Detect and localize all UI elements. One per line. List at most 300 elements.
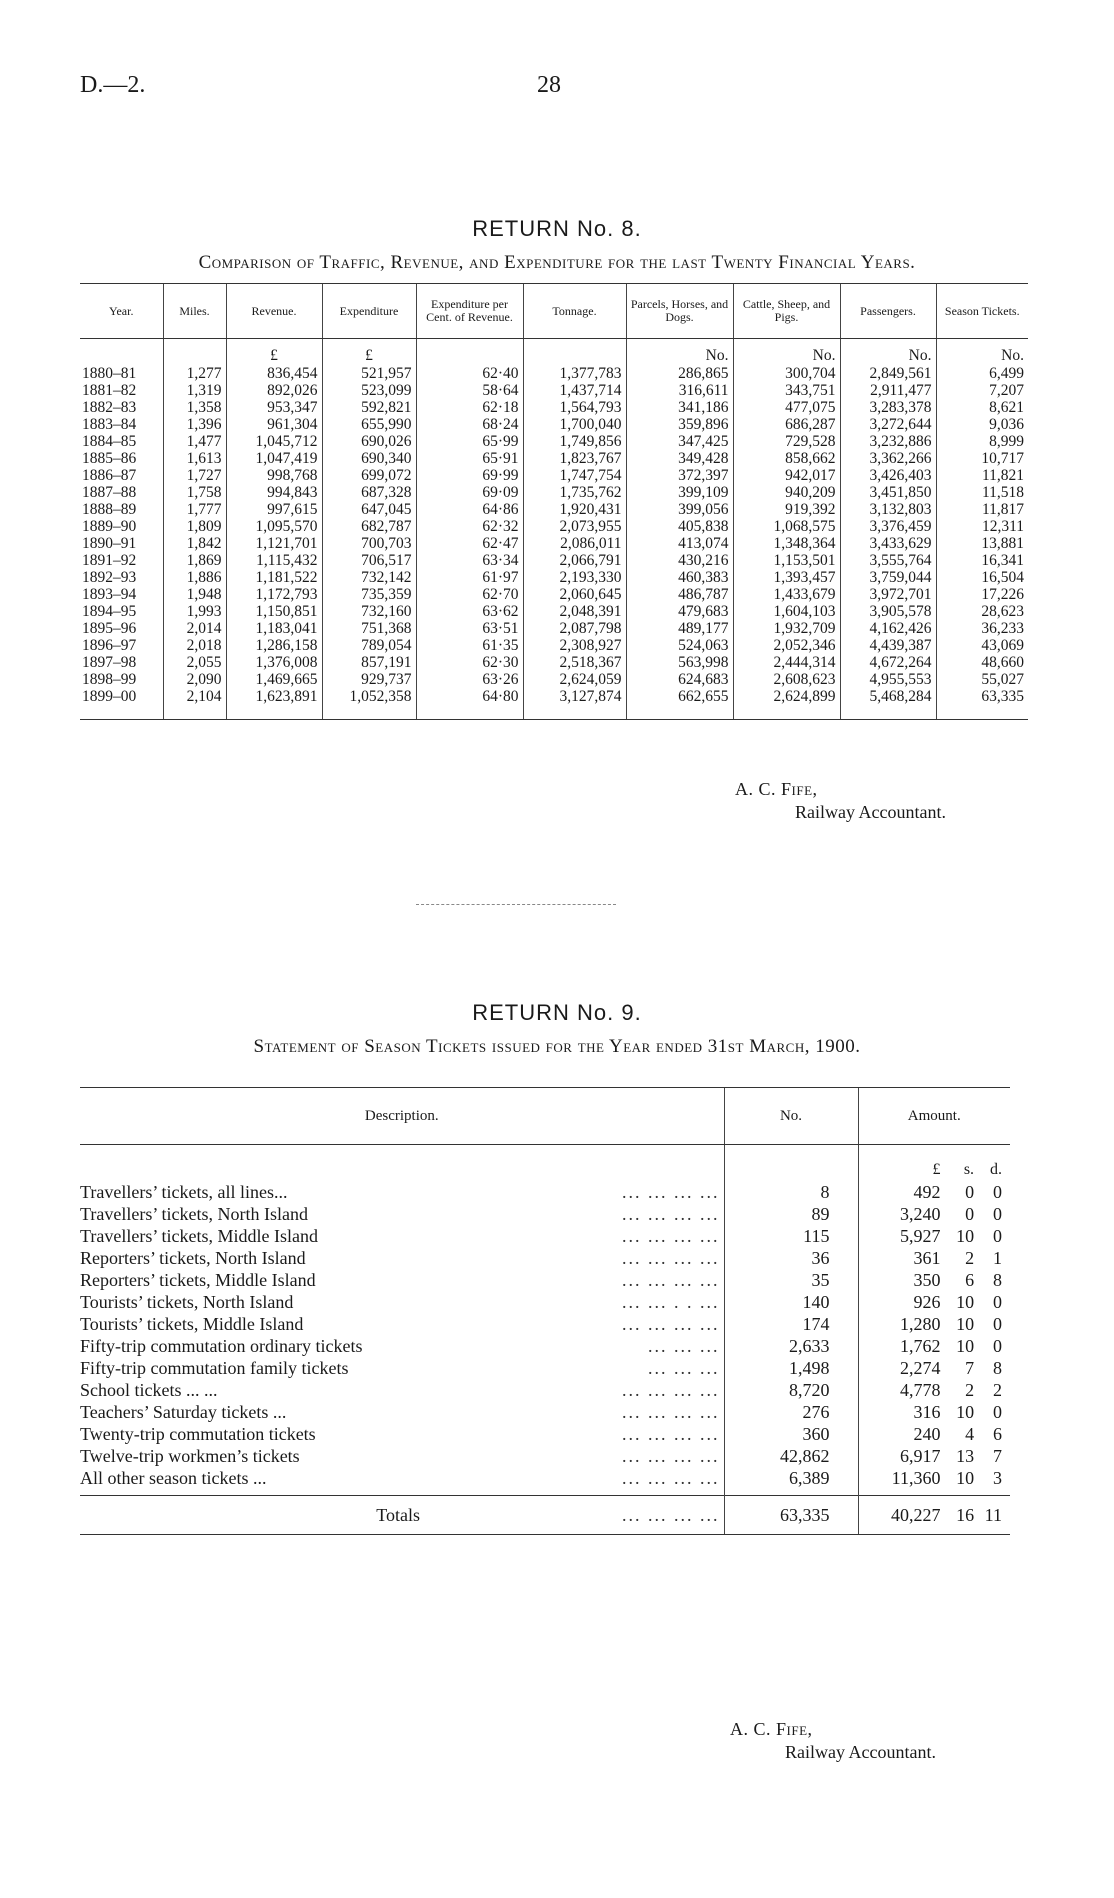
unit-label: No. [733, 339, 840, 366]
leader-dots: ... ... ... ... [622, 1314, 720, 1334]
amount-pounds: 6,917 [900, 1446, 941, 1466]
table-row [80, 467, 1028, 484]
table-cell: 836,454 [226, 365, 322, 382]
ticket-count: 1,498 [724, 1357, 858, 1379]
ticket-amount [858, 1467, 1010, 1489]
table-cell: 521,957 [322, 365, 416, 382]
table-cell: 63·62 [416, 603, 523, 620]
table-cell: 563,998 [626, 654, 733, 671]
table-cell: 1,747,754 [523, 467, 626, 484]
table-cell: 919,392 [733, 501, 840, 518]
return9-signature-title: Railway Accountant. [785, 1742, 936, 1762]
table-cell: 699,072 [322, 467, 416, 484]
table-cell: 28,623 [936, 603, 1028, 620]
table-cell: 735,359 [322, 586, 416, 603]
table-cell: 43,069 [936, 637, 1028, 654]
totals-pence: 11 [984, 1505, 1003, 1525]
column-header: Season Tickets. [936, 284, 1028, 339]
table-cell: 2,018 [163, 637, 226, 654]
table-cell: 16,504 [936, 569, 1028, 586]
leader-dots: ... ... ... ... [622, 1424, 720, 1444]
unit-label [163, 339, 226, 366]
table-cell: 1,700,040 [523, 416, 626, 433]
totals-no: 63,335 [724, 1496, 858, 1535]
table-cell: 1,932,709 [733, 620, 840, 637]
ticket-amount [858, 1291, 1010, 1313]
table-cell: 1,869 [163, 552, 226, 569]
ticket-amount [858, 1445, 1010, 1467]
column-header: Expenditure [322, 284, 416, 339]
table-row [80, 365, 1028, 382]
table-cell: 1897–98 [82, 654, 137, 671]
table-cell: 460,383 [626, 569, 733, 586]
amount-pence: 0 [993, 1226, 1003, 1246]
table-cell: 1894–95 [82, 603, 137, 620]
ticket-description: Reporters’ tickets, Middle Island [80, 1270, 316, 1290]
table-cell: 1,842 [163, 535, 226, 552]
table-cell: 11,518 [936, 484, 1028, 501]
table-cell: 1895–96 [82, 620, 137, 637]
return9-header-row [80, 1088, 1010, 1145]
table-cell: 69·99 [416, 467, 523, 484]
table-cell: 1,277 [163, 365, 226, 382]
unit-label [80, 339, 163, 366]
table-cell: 55,027 [936, 671, 1028, 688]
ticket-count: 89 [724, 1203, 858, 1225]
amount-pounds: 350 [913, 1270, 941, 1290]
table-cell: 4,162,426 [840, 620, 936, 637]
table-cell: 1890–91 [82, 535, 137, 552]
table-cell: 953,347 [226, 399, 322, 416]
amount-pence: 1 [993, 1248, 1003, 1268]
table-cell: 1899–00 [80, 688, 163, 720]
table-cell: 1,477 [163, 433, 226, 450]
table-cell: 343,751 [733, 382, 840, 399]
table-cell: 3,376,459 [840, 518, 936, 535]
table-cell: 2,014 [163, 620, 226, 637]
table-row [80, 1247, 1010, 1269]
table-cell: 316,611 [626, 382, 733, 399]
totals-pounds: 40,227 [891, 1505, 941, 1525]
table-cell: 690,026 [322, 433, 416, 450]
ticket-description: Travellers’ tickets, all lines... [80, 1182, 288, 1202]
table-cell: 1,469,665 [226, 671, 322, 688]
amount-shillings: 10 [956, 1226, 975, 1246]
ticket-amount [858, 1379, 1010, 1401]
table-cell: 3,426,403 [840, 467, 936, 484]
amount-shillings: 10 [956, 1292, 975, 1312]
table-row [80, 433, 1028, 450]
leader-dots: ... ... ... ... [622, 1182, 720, 1202]
ticket-count: 360 [724, 1423, 858, 1445]
table-cell: 1,604,103 [733, 603, 840, 620]
table-row [80, 671, 1028, 688]
table-cell: 62·47 [416, 535, 523, 552]
table-cell: 2,624,899 [733, 688, 840, 720]
table-cell: 2,090 [163, 671, 226, 688]
return8-title: RETURN No. 8. [472, 216, 642, 241]
amount-shillings: 4 [965, 1424, 975, 1444]
amount-pence: 0 [993, 1314, 1003, 1334]
leader-dots: ... ... ... ... [622, 1270, 720, 1290]
table-cell: 857,191 [322, 654, 416, 671]
unit-shillings: s. [963, 1161, 975, 1178]
table-cell: 1,735,762 [523, 484, 626, 501]
table-cell: 399,109 [626, 484, 733, 501]
table-cell: 479,683 [626, 603, 733, 620]
table-cell: 62·30 [416, 654, 523, 671]
table-cell: 892,026 [226, 382, 322, 399]
return9-table [80, 1087, 1010, 1535]
table-cell: 430,216 [626, 552, 733, 569]
amount-pounds: 2,274 [900, 1358, 941, 1378]
table-row [80, 1401, 1010, 1423]
column-header: Passengers. [840, 284, 936, 339]
ticket-count: 8 [724, 1181, 858, 1203]
table-cell: 1886–87 [82, 467, 137, 484]
table-cell: 5,468,284 [840, 688, 936, 720]
table-cell: 647,045 [322, 501, 416, 518]
return9-units-row [80, 1145, 1010, 1182]
return9-subtitle: Statement of Season Tickets issued for the Year ended 31st March, 1900. [253, 1036, 861, 1057]
table-cell: 1896–97 [82, 637, 137, 654]
table-cell: 2,066,791 [523, 552, 626, 569]
column-header: Tonnage. [523, 284, 626, 339]
table-cell: 10,717 [936, 450, 1028, 467]
table-cell: 6,499 [936, 365, 1028, 382]
unit-label [416, 339, 523, 366]
totals-leader-dots: ... ... ... ... [432, 1496, 724, 1535]
table-cell: 1,115,432 [226, 552, 322, 569]
table-cell: 1,396 [163, 416, 226, 433]
table-row [80, 637, 1028, 654]
ticket-description: Teachers’ Saturday tickets ... [80, 1402, 287, 1422]
leader-dots: ... ... ... ... [622, 1248, 720, 1268]
table-cell: 4,955,553 [840, 671, 936, 688]
ticket-count: 35 [724, 1269, 858, 1291]
table-row [80, 1269, 1010, 1291]
table-cell: 997,615 [226, 501, 322, 518]
column-header-no: No. [724, 1088, 858, 1145]
table-row [80, 1181, 1010, 1203]
table-cell: 2,444,314 [733, 654, 840, 671]
ticket-description: Twenty-trip commutation tickets [80, 1424, 316, 1444]
table-cell: 2,055 [163, 654, 226, 671]
amount-shillings: 10 [956, 1336, 975, 1356]
return9-signature-name: A. C. Fife, [730, 1719, 813, 1739]
table-row [80, 1291, 1010, 1313]
table-cell: 1,623,891 [226, 688, 322, 720]
table-row [80, 688, 1028, 720]
table-row [80, 399, 1028, 416]
table-cell: 858,662 [733, 450, 840, 467]
amount-pence: 2 [993, 1380, 1003, 1400]
amount-pence: 7 [993, 1446, 1003, 1466]
table-cell: 2,624,059 [523, 671, 626, 688]
table-row [80, 654, 1028, 671]
table-row [80, 1423, 1010, 1445]
amount-pounds: 1,762 [900, 1336, 941, 1356]
ticket-count: 42,862 [724, 1445, 858, 1467]
amount-shillings: 6 [965, 1270, 975, 1290]
amount-pence: 0 [993, 1292, 1003, 1312]
table-cell: 592,821 [322, 399, 416, 416]
ticket-amount [858, 1335, 1010, 1357]
section-divider [416, 904, 616, 905]
table-cell: 655,990 [322, 416, 416, 433]
table-cell: 48,660 [936, 654, 1028, 671]
table-cell: 486,787 [626, 586, 733, 603]
table-cell: 413,074 [626, 535, 733, 552]
ticket-description: All other season tickets ... [80, 1468, 267, 1488]
return9-title: RETURN No. 9. [472, 1000, 642, 1025]
table-cell: 1,777 [163, 501, 226, 518]
table-cell: 1893–94 [82, 586, 137, 603]
ticket-count: 140 [724, 1291, 858, 1313]
table-row [80, 1225, 1010, 1247]
amount-shillings: 7 [965, 1358, 975, 1378]
ticket-amount [858, 1401, 1010, 1423]
unit-label: £ [322, 339, 416, 366]
table-row [80, 1379, 1010, 1401]
table-cell: 2,104 [163, 688, 226, 720]
table-cell: 300,704 [733, 365, 840, 382]
unit-pounds: £ [932, 1161, 941, 1178]
table-cell: 2,087,798 [523, 620, 626, 637]
amount-pounds: 4,778 [900, 1380, 941, 1400]
table-cell: 1891–92 [82, 552, 137, 569]
table-cell: 687,328 [322, 484, 416, 501]
table-cell: 349,428 [626, 450, 733, 467]
table-cell: 69·09 [416, 484, 523, 501]
table-cell: 17,226 [936, 586, 1028, 603]
amount-pounds: 240 [913, 1424, 941, 1444]
column-header: Expenditure per Cent. of Revenue. [416, 284, 523, 339]
return9-body [80, 1145, 1010, 1490]
table-cell: 2,308,927 [523, 637, 626, 654]
table-cell: 1,886 [163, 569, 226, 586]
table-cell: 1,150,851 [226, 603, 322, 620]
table-cell: 9,036 [936, 416, 1028, 433]
table-cell: 1883–84 [82, 416, 137, 433]
amount-pounds: 1,280 [900, 1314, 941, 1334]
amount-pounds: 5,927 [900, 1226, 941, 1246]
return9-totals-row [80, 1496, 1010, 1535]
amount-pence: 6 [993, 1424, 1003, 1444]
table-cell: 789,054 [322, 637, 416, 654]
table-row [80, 569, 1028, 586]
ticket-amount [858, 1225, 1010, 1247]
ticket-count: 2,633 [724, 1335, 858, 1357]
ticket-amount [858, 1269, 1010, 1291]
table-cell: 62·18 [416, 399, 523, 416]
table-cell: 1,181,522 [226, 569, 322, 586]
amount-shillings: 10 [956, 1402, 975, 1422]
table-cell: 63·26 [416, 671, 523, 688]
table-cell: 2,911,477 [840, 382, 936, 399]
table-cell: 63,335 [936, 688, 1028, 720]
table-cell: 1,393,457 [733, 569, 840, 586]
table-cell: 706,517 [322, 552, 416, 569]
table-cell: 8,999 [936, 433, 1028, 450]
table-cell: 61·97 [416, 569, 523, 586]
table-row [80, 552, 1028, 569]
leader-dots: ... ... ... ... [622, 1204, 720, 1224]
page-number: 28 [537, 72, 561, 98]
amount-pence: 8 [993, 1270, 1003, 1290]
table-cell: 1,749,856 [523, 433, 626, 450]
table-cell: 3,272,644 [840, 416, 936, 433]
table-cell: 2,849,561 [840, 365, 936, 382]
table-cell: 3,972,701 [840, 586, 936, 603]
table-cell: 1,045,712 [226, 433, 322, 450]
table-cell: 732,142 [322, 569, 416, 586]
amount-pounds: 926 [913, 1292, 941, 1312]
table-cell: 2,073,955 [523, 518, 626, 535]
table-cell: 405,838 [626, 518, 733, 535]
leader-dots: ... ... ... ... [622, 1446, 720, 1466]
table-cell: 341,186 [626, 399, 733, 416]
amount-shillings: 2 [965, 1380, 975, 1400]
table-cell: 3,759,044 [840, 569, 936, 586]
column-header-description: Description. [80, 1088, 724, 1145]
amount-pence: 0 [993, 1402, 1003, 1422]
table-cell: 36,233 [936, 620, 1028, 637]
table-cell: 1,286,158 [226, 637, 322, 654]
table-cell: 1,348,364 [733, 535, 840, 552]
table-cell: 8,621 [936, 399, 1028, 416]
ticket-count: 276 [724, 1401, 858, 1423]
ticket-amount [858, 1203, 1010, 1225]
table-cell: 1892–93 [82, 569, 137, 586]
table-row [80, 620, 1028, 637]
table-cell: 1,613 [163, 450, 226, 467]
table-cell: 682,787 [322, 518, 416, 535]
table-cell: 3,362,266 [840, 450, 936, 467]
table-cell: 3,555,764 [840, 552, 936, 569]
ticket-amount [858, 1357, 1010, 1379]
table-row [80, 450, 1028, 467]
table-cell: 3,905,578 [840, 603, 936, 620]
return8-body [80, 339, 1028, 720]
table-cell: 2,048,391 [523, 603, 626, 620]
leader-dots: ... ... ... [648, 1336, 720, 1356]
unit-label: No. [840, 339, 936, 366]
document-reference: D.—2. [80, 72, 146, 98]
ticket-amount [858, 1423, 1010, 1445]
table-row [80, 501, 1028, 518]
table-cell: 489,177 [626, 620, 733, 637]
amount-pounds: 316 [913, 1402, 941, 1422]
table-cell: 1,433,679 [733, 586, 840, 603]
ticket-count: 8,720 [724, 1379, 858, 1401]
table-row [80, 382, 1028, 399]
table-cell: 700,703 [322, 535, 416, 552]
ticket-description: Fifty-trip commutation family tickets [80, 1358, 349, 1378]
table-cell: 2,086,011 [523, 535, 626, 552]
column-header-amount: Amount. [858, 1088, 1010, 1145]
table-cell: 1887–88 [82, 484, 137, 501]
ticket-amount [858, 1247, 1010, 1269]
table-cell: 940,209 [733, 484, 840, 501]
totals-amount [858, 1496, 1010, 1535]
table-cell: 523,099 [322, 382, 416, 399]
leader-dots: ... ... ... ... [622, 1402, 720, 1422]
table-cell: 16,341 [936, 552, 1028, 569]
table-cell: 1,183,041 [226, 620, 322, 637]
leader-dots: ... ... ... ... [622, 1380, 720, 1400]
return8-units-row [80, 339, 1028, 366]
table-cell: 64·80 [416, 688, 523, 720]
table-cell: 2,060,645 [523, 586, 626, 603]
table-row [80, 416, 1028, 433]
table-cell: 3,127,874 [523, 688, 626, 720]
table-cell: 2,518,367 [523, 654, 626, 671]
amount-shillings: 0 [965, 1204, 975, 1224]
ticket-count: 6,389 [724, 1467, 858, 1489]
table-cell: 662,655 [626, 688, 733, 720]
table-row [80, 1313, 1010, 1335]
table-cell: 3,451,850 [840, 484, 936, 501]
table-cell: 65·99 [416, 433, 523, 450]
table-cell: 4,439,387 [840, 637, 936, 654]
table-row [80, 1335, 1010, 1357]
table-cell: 1,727 [163, 467, 226, 484]
table-row [80, 484, 1028, 501]
unit-label: £ [226, 339, 322, 366]
ticket-description: Tourists’ tickets, North Island [80, 1292, 294, 1312]
table-cell: 732,160 [322, 603, 416, 620]
amount-pounds: 3,240 [900, 1204, 941, 1224]
leader-dots: ... ... ... [648, 1358, 720, 1378]
amount-pence: 0 [993, 1182, 1003, 1202]
table-cell: 1,153,501 [733, 552, 840, 569]
table-cell: 624,683 [626, 671, 733, 688]
return8-signature-name: A. C. Fife, [735, 779, 818, 799]
table-cell: 1,948 [163, 586, 226, 603]
table-cell: 1,319 [163, 382, 226, 399]
ticket-description: Travellers’ tickets, Middle Island [80, 1226, 318, 1246]
table-row [80, 518, 1028, 535]
table-cell: 690,340 [322, 450, 416, 467]
table-cell: 2,608,623 [733, 671, 840, 688]
ticket-description: Tourists’ tickets, Middle Island [80, 1314, 304, 1334]
table-cell: 1,920,431 [523, 501, 626, 518]
table-cell: 1,047,419 [226, 450, 322, 467]
table-cell: 1889–90 [82, 518, 137, 535]
ticket-count: 36 [724, 1247, 858, 1269]
amount-pence: 0 [993, 1204, 1003, 1224]
table-cell: 63·51 [416, 620, 523, 637]
table-cell: 11,821 [936, 467, 1028, 484]
leader-dots: ... ... ... ... [622, 1468, 720, 1488]
table-cell: 58·64 [416, 382, 523, 399]
table-cell: 1880–81 [82, 365, 137, 382]
table-cell: 998,768 [226, 467, 322, 484]
table-cell: 4,672,264 [840, 654, 936, 671]
ticket-amount [858, 1313, 1010, 1335]
ticket-amount [858, 1181, 1010, 1203]
table-cell: 751,368 [322, 620, 416, 637]
table-cell: 65·91 [416, 450, 523, 467]
table-cell: 2,193,330 [523, 569, 626, 586]
table-cell: 286,865 [626, 365, 733, 382]
table-cell: 3,283,378 [840, 399, 936, 416]
table-cell: 62·40 [416, 365, 523, 382]
table-cell: 1885–86 [82, 450, 137, 467]
ticket-description: Fifty-trip commutation ordinary tickets [80, 1336, 363, 1356]
table-cell: 3,433,629 [840, 535, 936, 552]
